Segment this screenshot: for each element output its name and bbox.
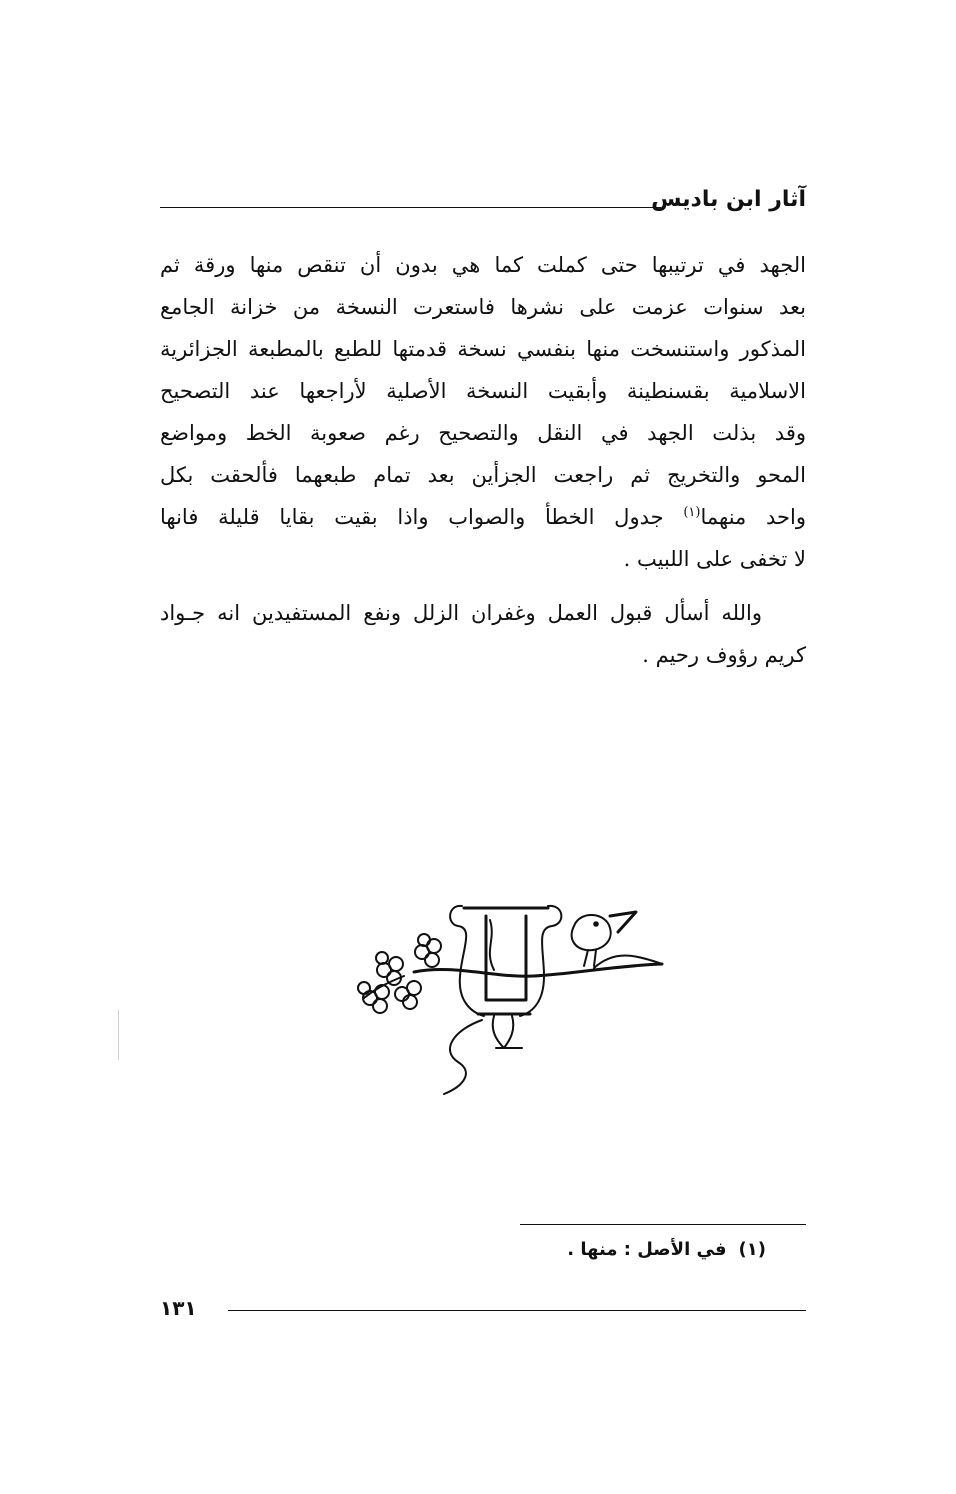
paragraph-2 [160,592,806,676]
text-line: والله أسأل قبول العمل وغفران الزلل ونفع المستفيدين انه جـواد [160,601,762,625]
text-line: المحو والتخريج ثم راجعت الجزأين بعد تمام طبعهما فألحقت بكل [160,463,806,487]
footnote-text: في الأصل : منها . [567,1239,727,1260]
text-line-with-note [160,496,806,538]
text-line: وقد بذلت الجهد في النقل والتصحيح رغم صعوبة الخط ومواضع [160,421,806,445]
text-line: لا تخفى على اللبيب . [623,547,806,571]
text-line: الاسلامية بقسنطينة وأبقيت النسخة الأصلية لأراجعها عند التصحيح [160,379,806,403]
text-line: المذكور واستنسخت منها بنفسي نسخة قدمتها للطبع بالمطبعة الجزائرية [160,337,806,361]
paragraph-1 [160,244,806,580]
page-number: ١٣١ [160,1296,197,1320]
footnote-marker: (١) [738,1239,766,1260]
margin-mark [118,1010,119,1060]
text-line: الجهد في ترتيبها حتى كملت كما هي بدون أن تنقص منها ورقة ثم [160,253,806,277]
text-line: بعد سنوات عزمت على نشرها فاستعرت النسخة من خزانة الجامع [160,295,806,319]
text-segment: واحد منهما [700,505,806,529]
header-rule [160,207,661,208]
footer-rule [228,1310,806,1311]
text-line: كريم رؤوف رحيم . [642,643,806,667]
book-title: آثار ابن باديس [651,187,806,212]
footnote-reference: (١) [683,505,701,520]
running-header [160,186,806,218]
text-segment: جدول الخطأ والصواب واذا بقيت بقايا قليلة فانها [160,505,684,529]
main-text [160,244,806,676]
footnote-rule [520,1224,806,1225]
lyre-bird-ornament-icon [344,880,670,1100]
footnote [567,1236,766,1264]
